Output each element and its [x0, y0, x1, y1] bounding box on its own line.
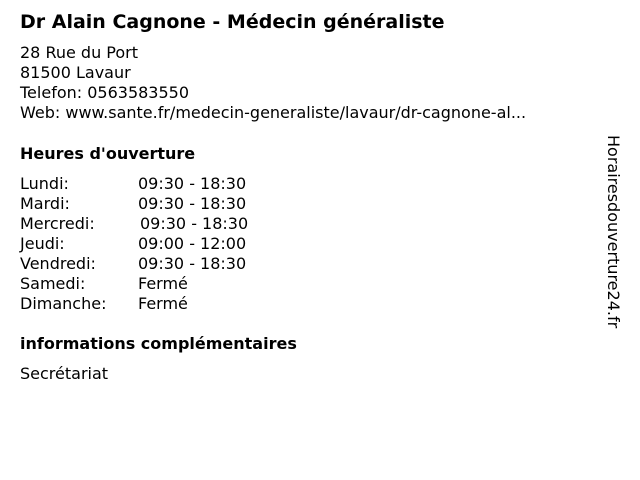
hours-row-sunday: [20, 294, 420, 314]
hours-row-saturday: [20, 274, 420, 294]
time-value: 09:30 - 18:30: [138, 194, 247, 213]
page-title: Dr Alain Cagnone - Médecin généraliste: [20, 11, 445, 33]
hours-row-friday: [20, 254, 420, 274]
phone-number: Telefon: 0563583550: [20, 83, 190, 102]
time-value: Fermé: [138, 294, 188, 313]
hours-row-wednesday: [20, 214, 420, 234]
city-address: 81500 Lavaur: [20, 63, 131, 82]
opening-hours-heading: Heures d'ouverture: [20, 144, 196, 163]
time-value: Fermé: [138, 274, 188, 293]
opening-hours-list: [20, 174, 420, 314]
website-link: Web: www.sante.fr/medecin-generaliste/lavaur/dr-cagnone-al...: [20, 103, 527, 122]
time-value: 09:30 - 18:30: [140, 214, 249, 233]
additional-info-heading: informations complémentaires: [20, 334, 297, 353]
day-label: Mardi:: [20, 194, 70, 213]
time-value: 09:30 - 18:30: [138, 174, 247, 193]
day-label: Lundi:: [20, 174, 69, 193]
hours-row-tuesday: [20, 194, 420, 214]
contact-block: [20, 43, 526, 123]
day-label: Jeudi:: [20, 234, 65, 253]
day-label: Dimanche:: [20, 294, 107, 313]
street-address: 28 Rue du Port: [20, 43, 139, 62]
time-value: 09:00 - 12:00: [138, 234, 247, 253]
hours-row-thursday: [20, 234, 420, 254]
hours-row-monday: [20, 174, 420, 194]
day-label: Samedi:: [20, 274, 86, 293]
additional-info-text: Secrétariat: [20, 364, 109, 383]
time-value: 09:30 - 18:30: [138, 254, 247, 273]
day-label: Mercredi:: [20, 214, 95, 233]
day-label: Vendredi:: [20, 254, 96, 273]
site-brand-watermark: Horairesdouverture24.fr: [604, 135, 623, 329]
